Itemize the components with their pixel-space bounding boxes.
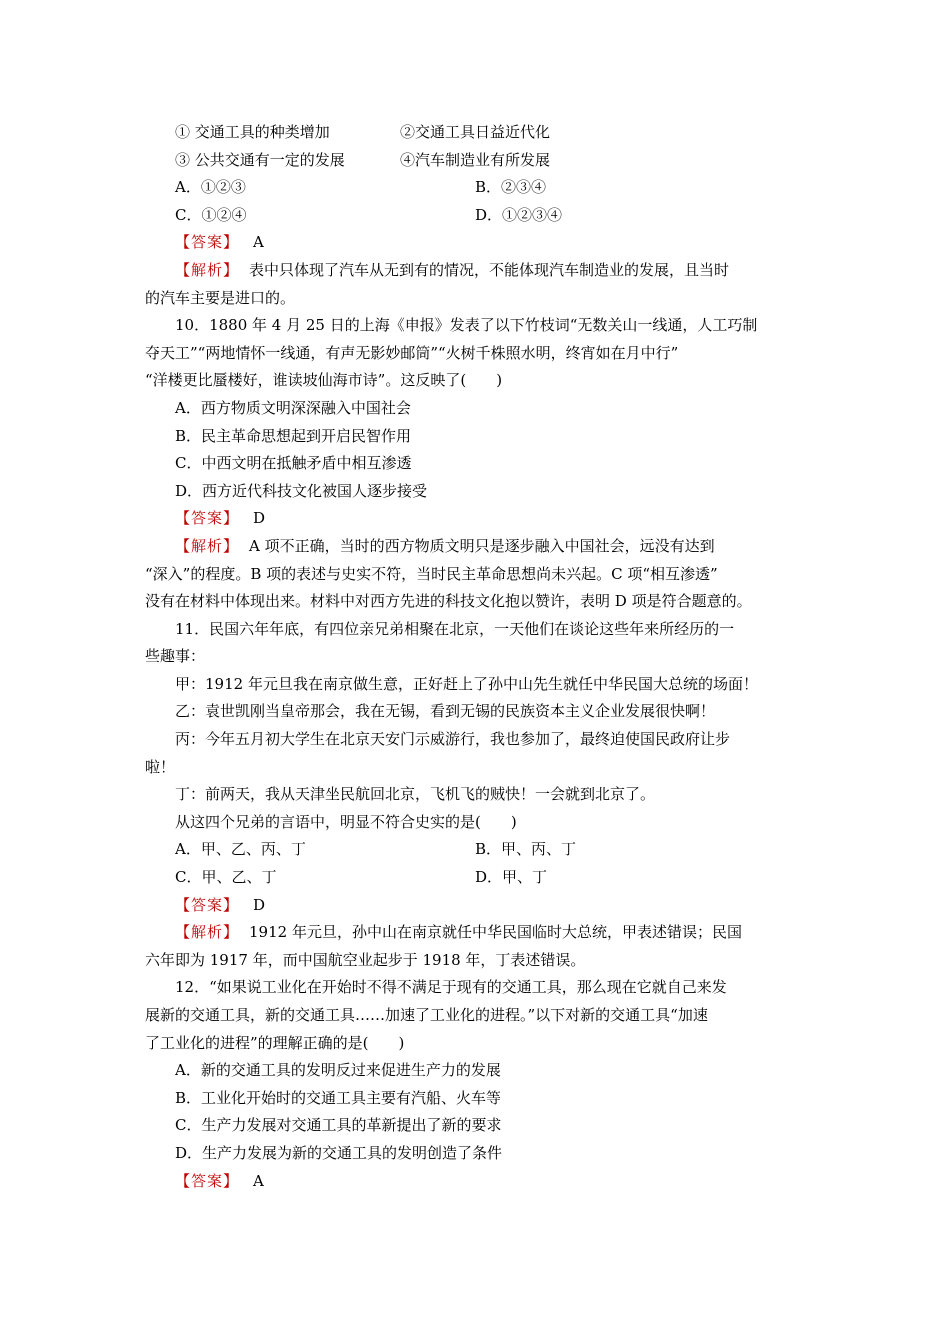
q10-analysis-line-3: 没有在材料中体现出来。材料中对西方先进的科技文化抱以赞许，表明 D 项是符合题意的。 xyxy=(145,592,752,611)
q11-options-row-2 xyxy=(145,864,805,892)
q10-analysis-line-1 xyxy=(145,533,805,561)
q11-stem-line-1: 11．民国六年年底，有四位亲兄弟相聚在北京，一天他们在谈论这些年来所经历的一 xyxy=(175,619,735,638)
q10-analysis-label: 【解析】 xyxy=(175,536,240,555)
q9-option-d: D．①②③④ xyxy=(475,205,563,224)
q9-answer xyxy=(145,229,805,257)
q11-question: 从这四个兄弟的言语中，明显不符合史实的是( ) xyxy=(175,812,517,831)
q11-option-a: A．甲、乙、丙、丁 xyxy=(175,840,306,859)
q12-option-d: D．生产力发展为新的交通工具的发明创造了条件 xyxy=(175,1143,503,1162)
q12-answer-label: 【答案】 xyxy=(175,1171,240,1190)
q9-statement-1: ① 交通工具的种类增加 xyxy=(175,123,330,141)
q9-options-row-1 xyxy=(145,174,805,202)
q9-option-c: C．①②④ xyxy=(175,205,247,224)
q11-answer-value: D xyxy=(253,895,266,914)
q10-option-c: C．中西文明在抵触矛盾中相互渗透 xyxy=(175,454,412,473)
q11-analysis-label: 【解析】 xyxy=(175,923,240,942)
q12-option-a: A．新的交通工具的发明反过来促进生产力的发展 xyxy=(175,1061,501,1080)
q11-statement-jia: 甲：1912 年元旦我在南京做生意，正好赶上了孙中山先生就任中华民国大总统的场面！ xyxy=(175,674,758,693)
q9-analysis-line-1 xyxy=(145,257,805,285)
q9-analysis-label: 【解析】 xyxy=(175,260,240,279)
q12-answer-value: A xyxy=(253,1171,264,1190)
q9-statements-row-2 xyxy=(145,147,805,175)
q9-answer-label: 【答案】 xyxy=(175,233,240,252)
q11-answer xyxy=(145,892,805,920)
q11-option-b: B．甲、丙、丁 xyxy=(475,840,577,859)
q9-option-a: A．①②③ xyxy=(175,178,246,197)
q12-option-b: B．工业化开始时的交通工具主要有汽船、火车等 xyxy=(175,1088,502,1107)
q11-option-c: C．甲、乙、丁 xyxy=(175,868,277,887)
q10-answer-value: D xyxy=(253,509,266,528)
q10-option-d: D．西方近代科技文化被国人逐步接受 xyxy=(175,481,428,500)
q10-answer-label: 【答案】 xyxy=(175,509,240,528)
q12-stem-line-2: 展新的交通工具，新的交通工具……加速了工业化的进程。”以下对新的交通工具“加速 xyxy=(145,1006,708,1024)
q9-options-row-2 xyxy=(145,202,805,230)
q9-statement-4: ④汽车制造业有所发展 xyxy=(400,150,551,169)
q10-analysis-text-1: A 项不正确，当时的西方物质文明只是逐步融入中国社会，远没有达到 xyxy=(249,536,715,555)
q10-stem-line-3: “洋楼更比蜃楼好，谁读坡仙海市诗”。这反映了( ) xyxy=(145,371,503,390)
q11-statement-yi: 乙：袁世凯刚当皇帝那会，我在无锡，看到无锡的民族资本主义企业发展很快啊！ xyxy=(175,702,716,721)
q11-option-d: D．甲、丁 xyxy=(475,868,548,887)
q10-answer xyxy=(145,505,805,533)
q11-statement-bing-line-2: 啦！ xyxy=(145,757,176,776)
q9-statement-2: ②交通工具日益近代化 xyxy=(400,123,551,141)
q12-option-c: C．生产力发展对交通工具的革新提出了新的要求 xyxy=(175,1116,502,1135)
q9-statement-3: ③ 公共交通有一定的发展 xyxy=(175,150,345,169)
q10-option-b: B．民主革命思想起到开启民智作用 xyxy=(175,426,412,445)
q12-answer xyxy=(145,1168,805,1196)
q11-analysis-line-1 xyxy=(145,919,805,947)
q11-options-row-1 xyxy=(145,836,805,864)
q11-analysis-line-2: 六年即为 1917 年，而中国航空业起步于 1918 年，丁表述错误。 xyxy=(145,950,586,969)
document-page xyxy=(145,119,805,1195)
q9-analysis-text-1: 表中只体现了汽车从无到有的情况，不能体现汽车制造业的发展，且当时 xyxy=(249,260,730,279)
q12-stem-line-3: 了工业化的进程”的理解正确的是( ) xyxy=(145,1033,405,1052)
q11-statement-ding: 丁：前两天，我从天津坐民航回北京，飞机飞的贼快！一会就到北京了。 xyxy=(175,785,656,804)
q11-stem-line-2: 些趣事： xyxy=(145,647,206,666)
q10-stem-line-1: 10．1880 年 4 月 25 日的上海《申报》发表了以下竹枝词“无数关山一线通，人工巧制 xyxy=(175,316,758,335)
q11-answer-label: 【答案】 xyxy=(175,895,240,914)
q11-statement-bing-line-1: 丙：今年五月初大学生在北京天安门示威游行，我也参加了，最终迫使国民政府让步 xyxy=(175,730,731,749)
q9-analysis-line-2: 的汽车主要是进口的。 xyxy=(145,288,296,307)
q10-stem-line-2: 夺天工”“两地情怀一线通，有声无影妙邮筒”“火树千株照水明，终宵如在月中行” xyxy=(145,343,679,362)
q9-answer-value: A xyxy=(253,233,264,252)
q12-stem-line-1: 12．“如果说工业化在开始时不得不满足于现有的交通工具，那么现在它就自己来发 xyxy=(175,978,727,997)
q11-analysis-text-1: 1912 年元旦，孙中山在南京就任中华民国临时大总统，甲表述错误；民国 xyxy=(249,923,742,942)
q9-option-b: B．②③④ xyxy=(475,178,547,197)
q10-analysis-line-2: “深入”的程度。B 项的表述与史实不符，当时民主革命思想尚未兴起。C 项“相互渗透” xyxy=(145,564,718,583)
q10-option-a: A．西方物质文明深深融入中国社会 xyxy=(175,398,411,417)
q9-statements-row-1 xyxy=(145,119,805,147)
